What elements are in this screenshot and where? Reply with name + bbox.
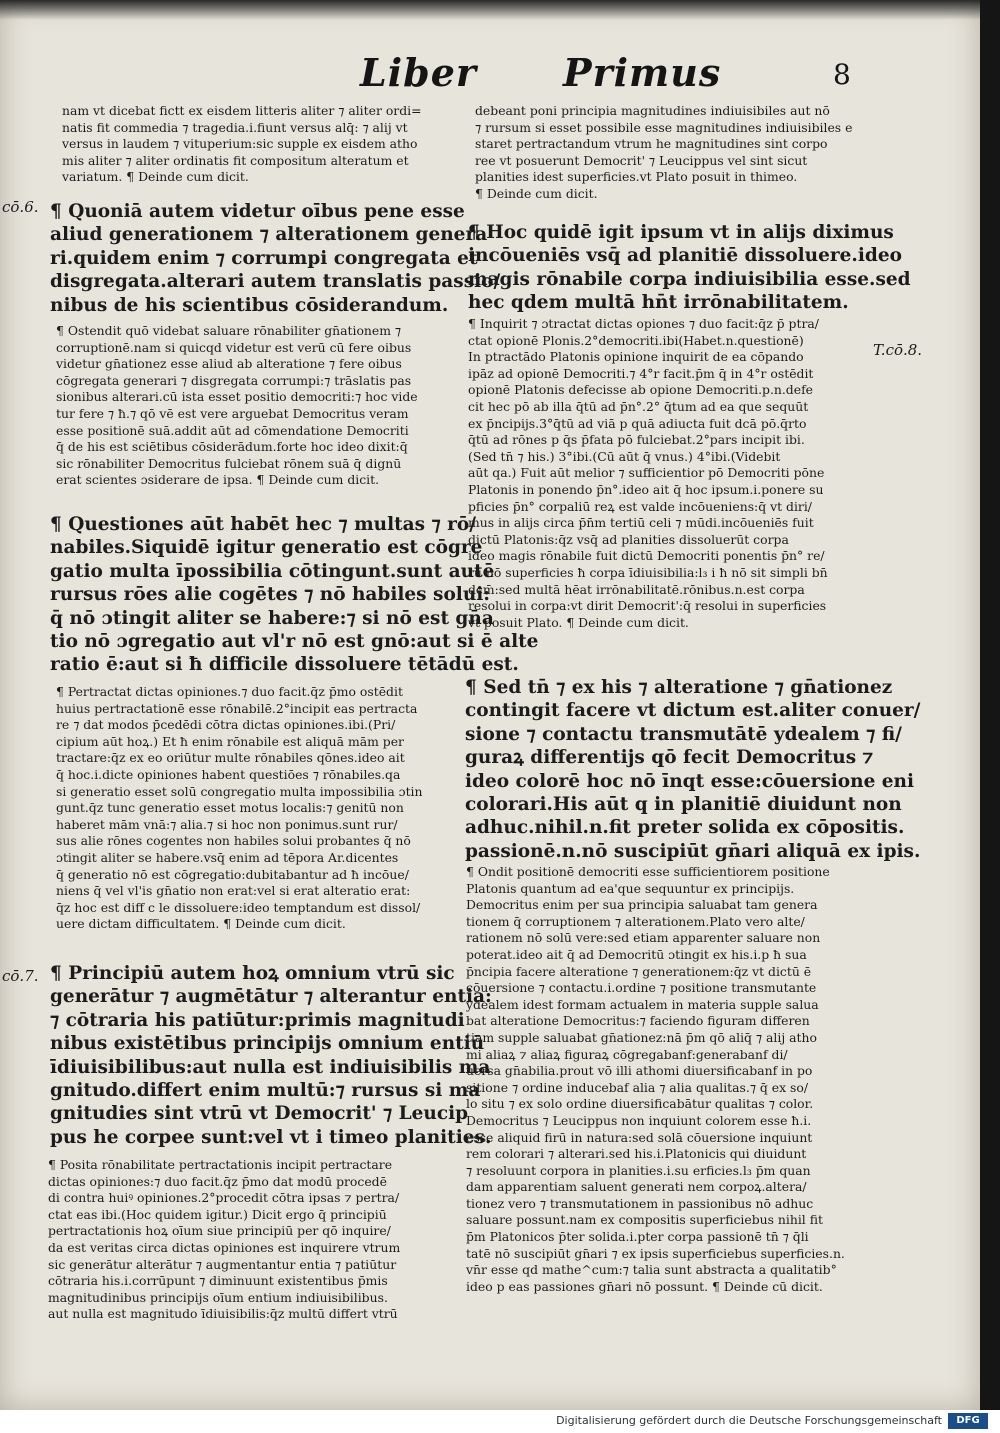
text-line: cōuersione ⁊ contactu.i.ordine ⁊ positione transmutante — [466, 980, 817, 996]
text-line: pus he corpee sunt:vel vt i timeo planities. — [50, 1126, 492, 1148]
text-line: aliud generationem ⁊ alterationem genera — [50, 224, 488, 246]
text-line: contingit facere vt dictum est.aliter conuer/ — [465, 700, 921, 722]
text-line: q̄ de his est sciētibus cōsiderādum.forte hoc ideo dixit:q̄ — [56, 439, 408, 455]
text-line: ⁊ cōtraria his patiūtur:primis magnitudi — [50, 1009, 465, 1031]
text-line: (Sed tn̄ ⁊ his.) 3°ibi.(Cū aūt q̄ vnus.) 4°ibi.(Videbit — [468, 448, 781, 464]
text-line: nabiles.Siquidē igitur generatio est cōgre — [50, 537, 483, 559]
text-line: In ptractādo Platonis opinione inquirit de ea cōpando — [468, 349, 804, 365]
text-line: saluare possunt.nam ex compositis superficiebus nihil fit — [466, 1212, 823, 1228]
text-line: pertractationis hoꝝ oīum siue principiū per qō inquire/ — [48, 1223, 391, 1239]
text-line: sione ⁊ contactu transmutātē ydealem ⁊ fi/ — [465, 723, 902, 745]
text-line: mi aliaꝝ ⁊ aliaꝝ figuraꝝ cōgregabanf:generabanf di/ — [466, 1046, 788, 1062]
text-line: ri.quidem enim ⁊ corrumpi congregata et — [50, 247, 478, 269]
folio-number: 8 — [833, 58, 851, 91]
text-line: rem colorari ⁊ alterari.sed his.i.Platonicis qui diuidunt — [466, 1146, 807, 1162]
text-line: ratio ē:aut si ħ difficile dissoluere tētādū est. — [50, 654, 519, 676]
text-line: corruptionē.nam si quicqd videtur est verū cū fere oibus — [56, 339, 412, 355]
right-commentary-block — [468, 316, 865, 631]
text-line: guraꝝ differentijs qō fecit Democritus ⁊ — [465, 747, 874, 769]
text-line: vn̄r esse qd mathe^cum:⁊ talia sunt abstracta a qualitatib° — [466, 1262, 837, 1278]
text-line: natis fit commedia ⁊ tragedia.i.fiunt versus alq̄: ⁊ alij vt — [62, 119, 408, 135]
text-line: q̄ hoc.i.dicte opiniones habent questiōes ⁊ rōnabiles.qa — [56, 766, 401, 782]
text-line: ydealem idest formam actualem in materia supple salua — [466, 996, 819, 1012]
text-line: ctat opionē Plonis.2°democriti.ibi(Habet.n.questionē) — [468, 332, 804, 348]
text-line: sus alie rōnes cogentes non habiles solui probantes q̄ nō — [56, 833, 411, 849]
text-line: gatio multa īpossibilia cōtingunt.sunt autē — [50, 560, 495, 582]
text-line: debeant poni principia magnitudines indiuisibiles aut nō — [475, 103, 830, 118]
text-line: dam apparentiam saluent generati nem corpoꝝ.altera/ — [466, 1179, 807, 1195]
text-line: mis aliter ⁊ aliter ordinatis fit compositum alteratum et — [62, 152, 409, 168]
text-line: ¶ Ondit positionē democriti esse sufficientiorem positione — [466, 864, 830, 879]
text-line: incōueniēs vsq̄ ad planitiē dissoluere.ideo — [468, 245, 902, 267]
text-line: passionē.n.nō suscipiūt gn̄ari aliquā ex ipis. — [465, 840, 921, 862]
left-main-text-block — [50, 200, 501, 317]
text-line: ¶ Ostendit quō videbat saluare rōnabiliter gn̄ationem ⁊ — [56, 323, 402, 338]
text-line: disgregata.alterari autem translatis passio/ — [50, 271, 501, 293]
text-line: ¶ Quoniā autem videtur oībus pene esse — [50, 201, 465, 222]
text-line: nibus de his scientibus cōsiderandum. — [50, 294, 449, 316]
text-line: uersa gn̄abilia.prout vō illi athomi diuersificabanf in po — [466, 1063, 813, 1079]
text-line: hec qdem multā hn̄t irrōnabilitatem. — [468, 292, 849, 314]
text-line: p̄m Platonicos p̄ter solida.i.pter corpa passionē tn̄ ⁊ q̄li — [466, 1229, 809, 1245]
right-commentary-block — [466, 864, 865, 1295]
text-line: ctat eas ibi.(Hoc quidem igitur.) Dicit ergo q̄ principiū — [48, 1206, 387, 1222]
dfg-logo: DFG — [948, 1413, 988, 1429]
text-line: generātur ⁊ augmētātur ⁊ alterantur entia: — [50, 986, 492, 1008]
text-line: esse positionē suā.addit aūt ad cōmendatione Democriti — [56, 422, 409, 438]
text-line: haberet mām vnā:⁊ alia.⁊ si hoc non ponimus.sunt rur/ — [56, 816, 398, 832]
text-line: tiam supple saluabat gn̄ationez:nā p̄m qō aliq̄ ⁊ alij atho — [466, 1029, 817, 1045]
text-line: ⁊ resoluunt corpora in planities.i.su erficies.l₃ p̄m quan — [466, 1162, 811, 1178]
text-line: aut nulla est magnitudo īdiuisibilis:q̄z multū differt vtrū — [48, 1306, 398, 1322]
text-line: cōgregata generari ⁊ disgregata corrumpi:⁊ trāslatis pas — [56, 372, 412, 388]
text-line: tionez vero ⁊ transmutationem in passionibus nō adhuc — [466, 1195, 814, 1211]
text-line: ree vt posuerunt Democrit' ⁊ Leucippus vel sint sicut — [475, 152, 808, 168]
text-line: q̄tū ad rōnes p q̄s p̄fata pō fulciebat.2°pars incipit ibi. — [468, 432, 805, 448]
text-line: nam vt dicebat fictt ex eisdem litteris aliter ⁊ aliter ordi= — [62, 103, 422, 118]
text-line: tatē nō suscipiūt gn̄ari ⁊ ex ipsis superficiebus superficies.n. — [466, 1245, 845, 1261]
text-line: ¶ Questiones aūt habēt hec ⁊ multas ⁊ rō/ — [50, 514, 476, 535]
text-line: Platonis in ponendo p̄n°.ideo ait q̄ hoc ipsum.i.ponere su — [468, 481, 824, 497]
text-line: mus in alijs circa p̄n̄m tertiū celi ⁊ mūdi.incōueniēs fuit — [468, 515, 814, 531]
right-main-text-block — [465, 676, 921, 863]
text-line: Democritus enim per sua principia saluabat tam genera — [466, 897, 818, 913]
right-commentary-block — [475, 103, 865, 203]
text-line: di contra huiꝰ opiniones.2°procedit cōtra ipsas ⁊ pertra/ — [48, 1190, 400, 1206]
text-line: ¶ Deinde cum dicit. — [475, 185, 598, 201]
text-line: sionibus alterari.cū ista esset positio democriti:⁊ hoc vide — [56, 389, 418, 405]
text-line: īdiuisibilibus:aut nulla est indiuisibilis ma — [50, 1056, 491, 1078]
text-line: tur fere ⁊ ħ.⁊ qō vē est vere arguebat Democritus veram — [56, 405, 409, 421]
left-main-text-block — [50, 513, 539, 677]
text-line: pficies p̄n° corpaliū reꝝ est valde incōueniens:q̄ vt diri/ — [468, 498, 812, 514]
left-commentary-block — [56, 684, 464, 933]
margin-note: T.cō.8. — [873, 341, 923, 359]
text-line: sic rōnabiliter Democritus fulciebat rōnem suā q̄ dignū — [56, 455, 402, 471]
text-line: bat alteratione Democritus:⁊ faciendo figuram differen — [466, 1013, 810, 1029]
text-line: cipium aūt hoꝝ.) Et ħ enim rōnabile est aliquā mām per — [56, 733, 404, 749]
text-line: magnitudinibus principijs oīum entium indiuisibilibus. — [48, 1289, 388, 1305]
text-line: cit hec pō ab illa q̄tū ad p̄n°.2° q̄tum ad ea que sequūt — [468, 398, 809, 414]
text-line: niens q̄ vel vl'is gn̄atio non erat:vel si erat alteratio erat: — [56, 883, 411, 899]
text-line: ¶ Inquirit ⁊ ɔtractat dictas opiones ⁊ duo facit:q̄z p̄ ptra/ — [468, 316, 819, 331]
text-line: ipāz ad opionē Democriti.⁊ 4°r facit.p̄m q̄ in 4°r ostēdit — [468, 365, 814, 381]
text-line: dictū Platonis:q̄z vsq̄ ad planities dissoluerūt corpa — [468, 531, 789, 547]
text-line: gunt.q̄z tunc generatio esset motus localis:⁊ genitū non — [56, 800, 404, 816]
text-line: nibus existētibus principijs omnium entiū — [50, 1033, 485, 1055]
text-line: p̄ncipia facere alteratione ⁊ generationem:q̄z vt dictū ē — [466, 963, 812, 979]
footer-bar — [0, 1410, 1000, 1433]
text-line: rationem nō solū vere:sed etiam apparenter saluare non — [466, 930, 821, 946]
text-line: tio nō ɔgregatio aut vl'r nō est gnō:aut si ē alte — [50, 631, 539, 653]
text-line: gnitudies sint vtrū vt Democrit' ⁊ Leucip — [50, 1103, 469, 1125]
text-line: ⁊ rursum si esset possibile esse magnitudines indiuisibiles e — [475, 119, 853, 135]
text-line: sic generātur alterātur ⁊ augmentantur entia ⁊ patiūtur — [48, 1256, 397, 1272]
left-commentary-block — [62, 103, 464, 186]
text-line: Democritus ⁊ Leucippus non inquiunt colorem esse ħ.i. — [466, 1112, 812, 1128]
text-line: ¶ Posita rōnabilitate pertractationis incipit pertractare — [48, 1157, 393, 1172]
text-line: rū nō superficies ħ corpa īdiuisibilia:l₃ i ħ nō sit simpli bn̄ — [468, 564, 828, 580]
text-line: opionē Platonis defecisse ab opione Democriti.p.n.defe — [468, 382, 813, 398]
text-line: uere dictam difficultatem. ¶ Deinde cum dicit. — [56, 916, 346, 932]
text-line: ɔtingit aliter se habere.vsq̄ enim ad tēpora Ar.dicentes — [56, 849, 399, 865]
left-main-text-block — [50, 962, 492, 1149]
text-line: adhuc.nihil.n.fit preter solida ex cōpositis. — [465, 817, 905, 839]
text-line: vt posuit Plato. ¶ Deinde cum dicit. — [468, 614, 689, 630]
text-line: staret pertractandum vtrum he magnitudines sint corpo — [475, 136, 828, 152]
text-line: aūt qa.) Fuit aūt melior ⁊ sufficientior pō Democriti pōne — [468, 465, 825, 481]
right-main-text-block — [468, 221, 911, 315]
margin-note: cō.7. — [2, 967, 39, 985]
text-line: huius pertractationē esse rōnabilē.2°incipit eas pertracta — [56, 700, 418, 716]
text-line: Platonis quantum ad ea'que sequuntur ex principijs. — [466, 880, 795, 896]
text-line: ideo colorē hoc nō īnqt esse:cōuersione eni — [465, 770, 915, 792]
text-line: tractare:q̄z ex eo oriūtur multe rōnabiles qōnes.ideo ait — [56, 750, 405, 766]
text-line: q̄ generatio nō est cōgregatio:dubitabantur ad ħ incōue/ — [56, 866, 409, 882]
text-line: dictas opiniones:⁊ duo facit.q̄z p̄mo dat modū procedē — [48, 1173, 387, 1189]
text-line: magis rōnabile corpa indiuisibilia esse.sed — [468, 268, 911, 290]
text-line: poterat.ideo ait q̄ ad Democritū ɔtingit ex his.i.p ħ sua — [466, 946, 807, 962]
text-line: ideo magis rōnabile fuit dictū Democriti ponentis p̄n° re/ — [468, 548, 825, 564]
text-line: planities idest superficies.vt Plato posuit in thimeo. — [475, 169, 798, 185]
text-line: resolui in corpa:vt dirit Democrit':q̄ resolui in superficies — [468, 598, 827, 614]
text-line: ex p̄ncipijs.3°q̄tū ad viā p quā adiucta fuit dcā pō.q̄rto — [468, 415, 807, 431]
text-line: q̄ nō ɔtingit aliter se habere:⁊ si nō est gn̄a — [50, 607, 494, 629]
text-line: ideo p eas passiones gn̄ari nō possunt. ¶ Deinde cū dicit. — [466, 1278, 823, 1294]
text-line: dcm̄:sed multā hēat irrōnabilitatē.rōnibus.n.est corpa — [468, 581, 805, 597]
text-line: cōtraria his.i.corrūpunt ⁊ diminuunt existentibus p̄mis — [48, 1273, 388, 1289]
text-line: ¶ Principiū autem hoꝝ omnium vtrū sic — [50, 963, 455, 984]
text-line: da est veritas circa dictas opiniones est inquirere vtrum — [48, 1239, 401, 1255]
text-line: gnitudo.differt enim multū:⁊ rursus si ma — [50, 1080, 481, 1102]
running-head-liber: Liber — [360, 50, 477, 95]
text-line: sitione ⁊ ordine inducebaf alia ⁊ alia qualitas.⁊ q̄ ex so/ — [466, 1079, 809, 1095]
text-line: videtur gn̄ationez esse aliud ab alteratione ⁊ fere oibus — [56, 356, 402, 372]
text-line: colorari.His aūt q in planitiē diuidunt non — [465, 794, 902, 816]
text-line: rursus rōes alie cogētes ⁊ nō habiles solui: — [50, 584, 491, 606]
text-line: si generatio esset solū congregatio multa impossibilia ɔtin — [56, 783, 423, 799]
text-line: re ⁊ dat modos p̄cedēdi cōtra dictas opiniones.ibi.(Pri/ — [56, 717, 396, 733]
text-line: ¶ Pertractat dictas opiniones.⁊ duo facit.q̄z p̄mo ostēdit — [56, 684, 403, 699]
text-line: erat scientes ɔsiderare de ipsa. ¶ Deinde cum dicit. — [56, 472, 380, 488]
margin-note: cō.6. — [2, 198, 39, 216]
text-line: ¶ Sed tn̄ ⁊ ex his ⁊ alteratione ⁊ gn̄ationez — [465, 677, 893, 698]
funding-credit: Digitalisierung gefördert durch die Deutsche Forschungsgemeinschaft — [556, 1414, 942, 1427]
text-line: ¶ Hoc quidē igit ipsum vt in alijs diximus — [468, 222, 894, 243]
left-commentary-block — [48, 1157, 464, 1323]
text-line: lo situ ⁊ ex solo ordine diuersificabātur qualitas ⁊ color. — [466, 1096, 814, 1112]
text-line: esse aliquid firū in natura:sed solā cōuersione inquiunt — [466, 1129, 813, 1145]
left-commentary-block — [56, 323, 464, 489]
text-line: tionem q̄ corruptionem ⁊ alterationem.Plato vero alte/ — [466, 913, 805, 929]
text-line: variatum. ¶ Deinde cum dicit. — [62, 169, 249, 185]
running-head-primus: Primus — [563, 50, 722, 95]
text-line: versus in laudem ⁊ vituperium:sic supple ex eisdem atho — [62, 136, 418, 152]
text-line: q̄z hoc est diff c le dissoluere:ideo temptandum est dissol/ — [56, 899, 421, 915]
